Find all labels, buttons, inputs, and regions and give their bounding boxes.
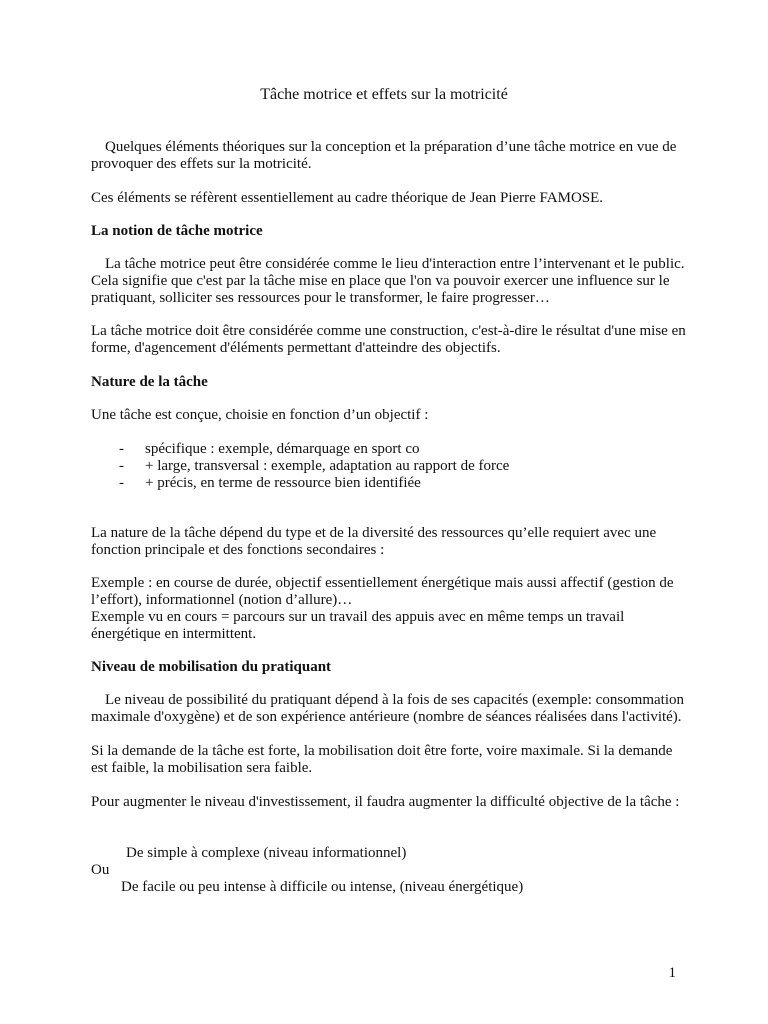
intro-reference-paragraph: Ces éléments se réfèrent essentiellement au cadre théorique de Jean Pierre FAMOSE. (91, 190, 604, 206)
section-heading-niveau: Niveau de mobilisation du pratiquant (91, 659, 332, 675)
option-simple-complexe: De simple à complexe (niveau informationnel) (126, 845, 407, 861)
list-item-text: + précis, en terme de ressource bien identifiée (145, 475, 421, 491)
list-item (119, 458, 509, 475)
section-heading-nature: Nature de la tâche (91, 374, 208, 390)
nature-paragraph-1: Une tâche est conçue, choisie en fonction d’un objectif : (91, 407, 429, 423)
nature-paragraph-2: La nature de la tâche dépend du type et de la diversité des ressources qu’elle requiert avec une fonction principale et des fonctions secondaires : (91, 525, 657, 558)
option-facile-difficile: De facile ou peu intense à difficile ou intense, (niveau énergétique) (121, 879, 524, 895)
list-item-text: + large, transversal : exemple, adaptation au rapport de force (145, 458, 510, 474)
bullet-dash: - (119, 441, 124, 457)
niveau-paragraph-3: Pour augmenter le niveau d'investissement, il faudra augmenter la difficulté objective de la tâche : (91, 794, 680, 810)
section-heading-notion: La notion de tâche motrice (91, 223, 263, 239)
document-title: Tâche motrice et effets sur la motricité (260, 86, 508, 103)
list-item-text: spécifique : exemple, démarquage en sport co (145, 441, 420, 457)
notion-paragraph-1: La tâche motrice peut être considérée comme le lieu d'interaction entre l’intervenant et le public. Cela signifie que c'est par la tâche mise en place que l'on va pouvoir exercer une influence sur le pratiquant, solliciter ses ressources pour le transformer, le faire progresser… (91, 256, 685, 306)
nature-example-1: Exemple : en course de durée, objectif essentiellement énergétique mais aussi affectif (gestion de l’effort), informationnel (notion d’allure)… (91, 575, 674, 608)
bullet-dash: - (119, 475, 124, 491)
niveau-paragraph-2: Si la demande de la tâche est forte, la mobilisation doit être forte, voire maximale. Si la demande est faible, la mobilisation sera faible. (91, 743, 673, 776)
intro-paragraph: Quelques éléments théoriques sur la conception et la préparation d’une tâche motrice en vue de provoquer des effets sur la motricité. (91, 139, 677, 172)
bullet-dash: - (119, 458, 124, 474)
niveau-paragraph-1: Le niveau de possibilité du pratiquant dépend à la fois de ses capacités (exemple: consommation maximale d'oxygène) et de son expérience antérieure (nombre de séances réalisées dans l'activité). (91, 692, 684, 725)
objective-list (119, 441, 509, 492)
page-number: 1 (668, 965, 676, 981)
list-item (119, 475, 509, 492)
notion-paragraph-2: La tâche motrice doit être considérée comme une construction, c'est-à-dire le résultat d'une mise en forme, d'agencement d'éléments permettant d'atteindre des objectifs. (91, 323, 686, 356)
list-item (119, 441, 509, 458)
nature-example-2: Exemple vu en cours = parcours sur un travail des appuis avec en même temps un travail énergétique en intermittent. (91, 609, 625, 642)
option-connector: Ou (91, 862, 110, 878)
